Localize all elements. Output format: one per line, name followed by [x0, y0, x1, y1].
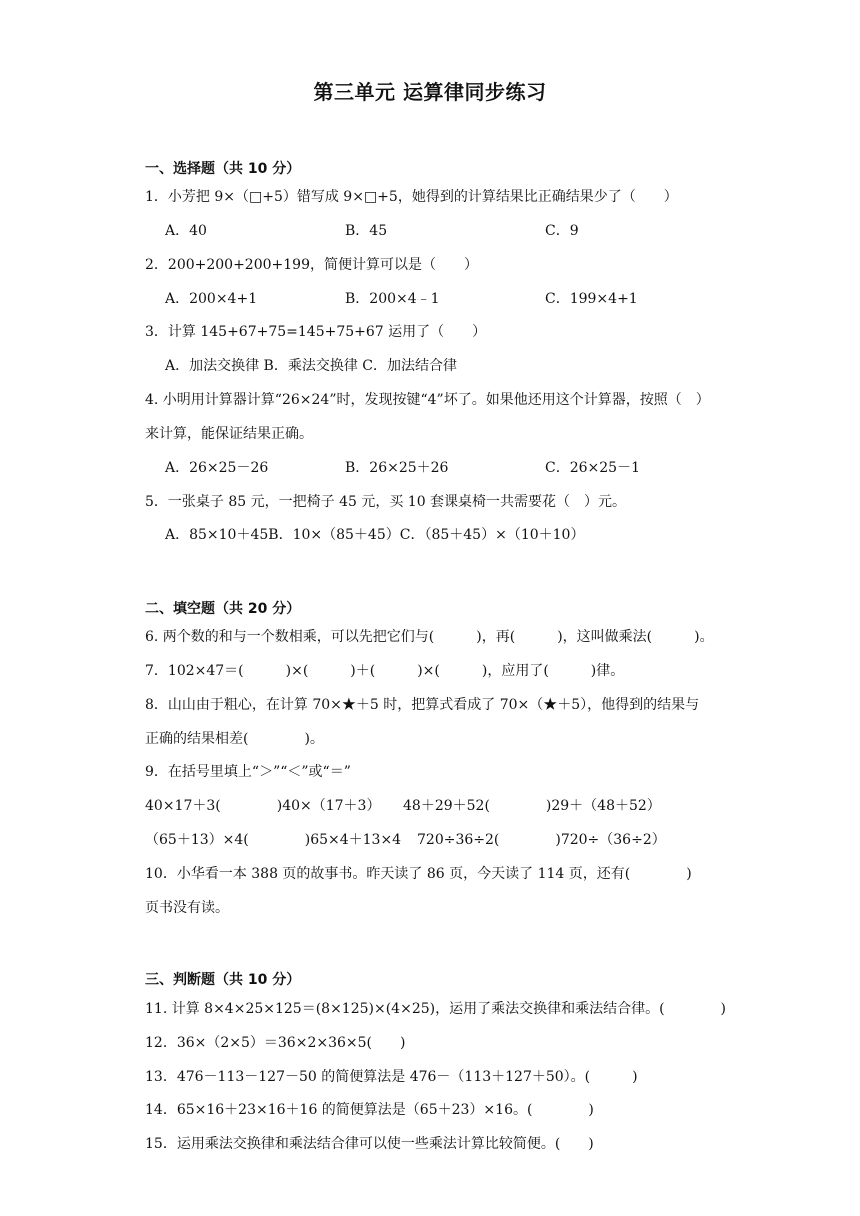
- question-14: 14．65×16＋23×16＋16 的简便算法是（65＋23）×16。( ): [145, 1102, 594, 1118]
- q4-option-b: B．26×25＋26: [345, 460, 449, 476]
- q9-item-b: 48＋29＋52( )29＋（48＋52）: [403, 798, 661, 814]
- q2-option-c: C．199×4+1: [545, 291, 638, 307]
- page-title: 第三单元 运算律同步练习: [313, 80, 547, 104]
- q5-options: A．85×10＋45B．10×（85＋45）C．（85＋45）×（10＋10）: [165, 527, 585, 543]
- q4-option-a: A．26×25－26: [165, 460, 269, 476]
- q2-option-a: A．200×4+1: [165, 291, 258, 307]
- q3-options: A．加法交换律 B．乘法交换律 C．加法结合律: [165, 358, 458, 374]
- q9-item-c: （65＋13）×4( )65×4＋13×4: [145, 832, 402, 848]
- question-4-line-1: 4. 小明用计算器计算“26×24”时，发现按键“4”坏了。如果他还用这个计算器，按照（ ）: [145, 392, 710, 408]
- q4-option-c: C．26×25－1: [545, 460, 640, 476]
- question-8-line-1: 8．山山由于粗心，在计算 70×★＋5 时，把算式看成了 70×（★＋5），他得到的结果与: [145, 697, 700, 713]
- section-heading-judge: 三、判断题（共 10 分）: [145, 972, 301, 988]
- question-7: 7．102×47＝( )×( )＋( )×( )，应用了( )律。: [145, 663, 625, 679]
- question-5: 5．一张桌子 85 元，一把椅子 45 元，买 10 套课桌椅一共需要花（ ）元。: [145, 494, 627, 510]
- question-12: 12．36×（2×5）＝36×2×36×5( ): [145, 1035, 406, 1051]
- q9-item-d: 720÷36÷2( )720÷（36÷2）: [417, 832, 666, 848]
- question-10-line-2: 页书没有读。: [145, 900, 229, 916]
- question-6: 6. 两个数的和与一个数相乘，可以先把它们与( )，再( )，这叫做乘法( )。: [145, 629, 714, 645]
- q1-option-b: B．45: [345, 223, 388, 239]
- question-13: 13．476－113－127－50 的简便算法是 476－（113＋127＋50）。( ): [145, 1069, 638, 1085]
- question-2: 2．200+200+200+199，简便计算可以是（ ）: [145, 257, 478, 273]
- question-11: 11. 计算 8×4×25×125＝(8×125)×(4×25)，运用了乘法交换律和乘法结合律。( ): [145, 1001, 727, 1017]
- question-9: 9．在括号里填上“＞”“＜”或“＝”: [145, 764, 351, 780]
- q2-option-b: B．200×4﹣1: [345, 291, 440, 307]
- question-15: 15．运用乘法交换律和乘法结合律可以使一些乘法计算比较简便。( ): [145, 1136, 594, 1152]
- q1-option-a: A．40: [165, 223, 207, 239]
- question-3: 3．计算 145+67+75=145+75+67 运用了（ ）: [145, 324, 487, 340]
- question-10-line-1: 10．小华看一本 388 页的故事书。昨天读了 86 页，今天读了 114 页，还有( ): [145, 866, 692, 882]
- question-4-line-2: 来计算，能保证结果正确。: [145, 426, 313, 442]
- section-heading-fill: 二、填空题（共 20 分）: [145, 601, 301, 617]
- q9-item-a: 40×17＋3( )40×（17＋3）: [145, 798, 381, 814]
- section-heading-choice: 一、选择题（共 10 分）: [145, 161, 301, 177]
- question-1: 1．小芳把 9×（□+5）错写成 9×□+5，她得到的计算结果比正确结果少了（ ）: [145, 189, 678, 205]
- question-8-line-2: 正确的结果相差( )。: [145, 731, 324, 747]
- q1-option-c: C．9: [545, 223, 579, 239]
